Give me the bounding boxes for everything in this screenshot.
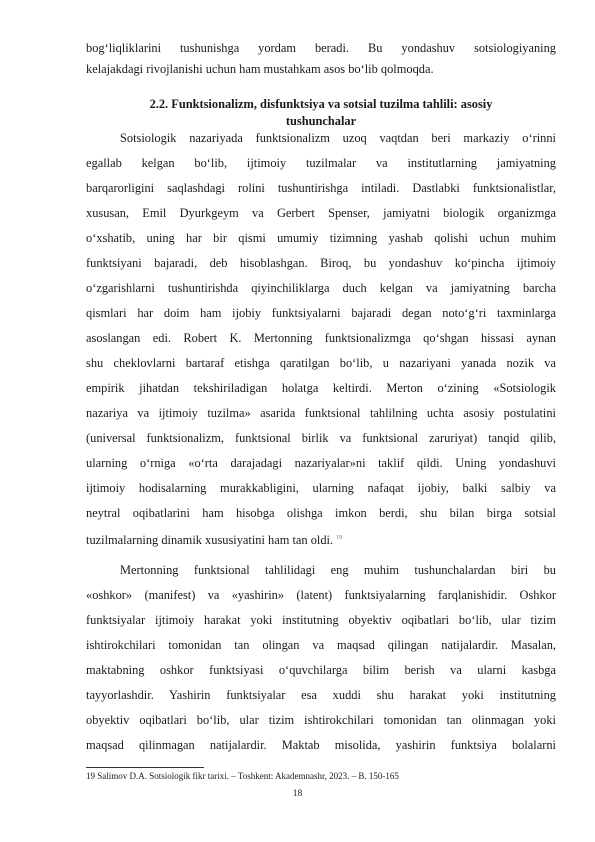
text-line: shu cheklovlarni bartaraf etishga qaratilgan bo‘lib, u nazariyani yanada nozik va	[86, 356, 556, 370]
text-line: neytral oqibatlarini ham hisobga olishga imkon berdi, shu bilan birga sotsial	[86, 506, 556, 520]
text-line: ularning o‘rniga «o‘rta darajadagi nazariyalar»ni taklif qildi. Uning yondashuvi	[86, 456, 556, 470]
text-line: ishtirokchilari tomonidan tan olingan va maqsad qilingan natijalardir. Masalan,	[86, 638, 556, 652]
text-line: empirik jihatdan tekshiriladigan holatga keltirdi. Merton o‘zining «Sotsiologik	[86, 381, 556, 395]
footnote-reference: 19	[336, 535, 343, 541]
text-line: ijtimoiy hodisalarning murakkabligini, ularning nafaqat ijobiy, balki salbiy va	[86, 481, 556, 495]
text-line: nazariya va ijtimoiy tuzilma» asarida funktsional tahlilning uchta asosiy postulatini	[86, 406, 556, 420]
text-line: Sotsiologik nazariyada funktsionalizm uzoq vaqtdan beri markaziy o‘rinni	[120, 131, 556, 145]
text-line: (universal funktsionalizm, funktsional birlik va funktsional zaruriyat) tanqid qilib,	[86, 431, 556, 445]
text-line: obyektiv oqibatlari bo‘lib, ular tizim ishtirokchilari tomonidan tan olinmagan yoki	[86, 713, 556, 727]
last-line-text: tuzilmalarning dinamik xususiyatini ham tan oldi.	[86, 533, 334, 548]
text-line: tayyorlashdir. Yashirin funktsiyalar esa xuddi shu harakat yoki institutning	[86, 688, 556, 702]
text-line: o‘zgarishlarni tushuntirishda qiyinchiliklarga duch kelgan va jamiyatning barcha	[86, 281, 556, 295]
text-line: qismlari har doim ham ijobiy funktsiyalarni bajaradi degan noto‘g‘ri taxminlarga	[86, 306, 556, 320]
page-number: 18	[292, 789, 303, 799]
text-line: egallab kelgan bo‘lib, ijtimoiy tuzilmalar va institutlarning jamiyatning	[86, 156, 556, 170]
footnote: 19 Salimov D.A. Sotsiologik fikr tarixi. – Toshkent: Akademnashr, 2023. – B. 150-165	[86, 771, 399, 781]
text-line: Mertonning funktsional tahlilidagi eng muhim tushunchalardan biri bu	[120, 563, 556, 577]
text-line: funktsiyalar ijtimoiy harakat yoki institutning obyektiv oqibatlari bo‘lib, ular tizim	[86, 613, 556, 627]
text-line: xususan, Emil Dyurkgeym va Gerbert Spenser, jamiyatni biologik organizmga	[86, 206, 556, 220]
text-line: bog‘liqliklarini tushunishga yordam beradi. Bu yondashuv sotsiologiyaning	[86, 41, 556, 55]
text-line: «oshkor» (manifest) va «yashirin» (latent) funktsiyalarning farqlanishidir. Oshkor	[86, 588, 556, 602]
section-heading-line-1: 2.2. Funktsionalizm, disfunktsiya va sotsial tuzilma tahlili: asosiy	[149, 97, 493, 111]
text-line: kelajakdagi rivojlanishi uchun ham mustahkam asos bo‘lib qolmoqda.	[86, 62, 434, 76]
section-heading-line-2: tushunchalar	[285, 114, 357, 128]
text-line: o‘xshatib, uning har bir qismi umumiy tizimning yashab qolishi uchun muhim	[86, 231, 556, 245]
text-line: maqsad qilinmagan natijalardir. Maktab misolida, yashirin funktsiya bolalarni	[86, 738, 556, 752]
text-line	[86, 530, 556, 548]
text-line: barqarorligini saqlashdagi rolini tushuntirishga intiladi. Dastlabki funktsionalistlar,	[86, 181, 556, 195]
text-line: maktabning oshkor funktsiyasi o‘quvchilarga bilim berish va ularni kasbga	[86, 663, 556, 677]
footnote-divider	[86, 767, 204, 768]
text-line: asoslangan edi. Robert K. Mertonning funktsionalizmga qo‘shgan hissasi aynan	[86, 331, 556, 345]
text-line: funktsiyani bajaradi, deb hisoblashgan. Biroq, bu yondashuv ko‘pincha ijtimoiy	[86, 256, 556, 270]
